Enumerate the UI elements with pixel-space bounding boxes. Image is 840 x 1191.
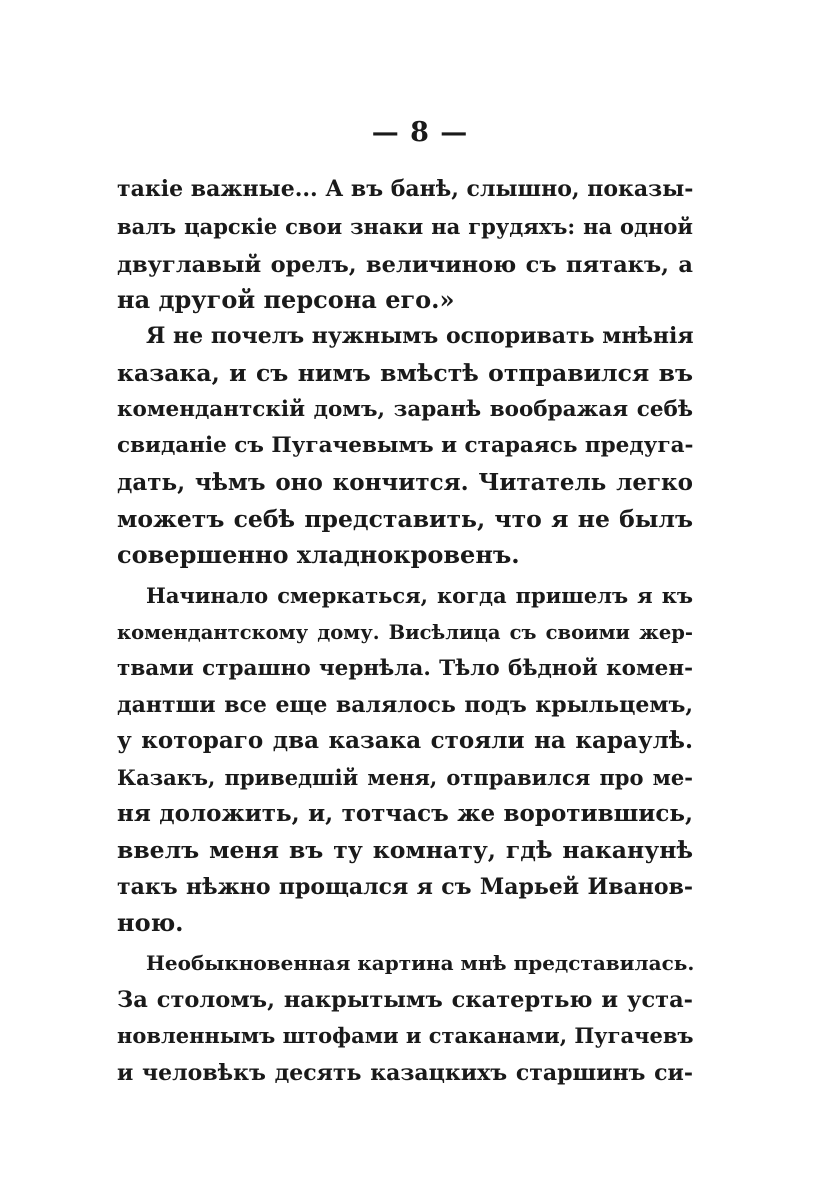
text-line: Начинало смеркаться, когда пришелъ я къ	[146, 583, 693, 608]
text-line: свиданіе съ Пугачевымъ и стараясь предуга-	[117, 433, 694, 458]
text-line: ня доложить, и, тотчасъ же воротившись,	[117, 800, 693, 827]
text-line: валъ царскіе свои знаки на грудяхъ: на одной	[117, 214, 693, 239]
text-line: новленнымъ штофами и стаканами, Пугачевъ	[117, 1023, 694, 1048]
text-line: ввелъ меня въ ту комнату, гдѣ наканунѣ	[117, 836, 693, 864]
text-line: такъ нѣжно прощался я съ Марьей Иванов-	[117, 874, 693, 900]
text-line: совершенно хладнокровенъ.	[117, 540, 520, 569]
text-line: дать, чѣмъ оно кончится. Читатель легко	[117, 469, 693, 496]
text-line: можетъ себѣ представить, что я не былъ	[117, 505, 693, 533]
page-number: — 8 —	[371, 117, 469, 148]
text-line: у котораго два казака стояли на караулѣ.	[117, 727, 693, 754]
text-line: такіе важные... А въ банѣ, слышно, показы-	[117, 176, 694, 202]
text-line: дантши все еще валялось подъ крыльцемъ,	[117, 692, 693, 718]
text-line: твами страшно чернѣла. Тѣло бѣдной комен-	[117, 656, 693, 681]
text-line: и человѣкъ десять казацкихъ старшинъ си-	[117, 1060, 693, 1086]
text-line: казака, и съ нимъ вмѣстѣ отправился въ	[117, 359, 693, 387]
text-line: Казакъ, приведшій меня, отправился про ме-	[117, 765, 693, 790]
text-line: Я не почелъ нужнымъ оспоривать мнѣнія	[146, 323, 694, 349]
text-line: комендантскому дому. Висѣлица съ своими жер-	[117, 621, 693, 644]
text-line: За столомъ, накрытымъ скатертью и уста-	[117, 987, 693, 1013]
text-line: комендантскій домъ, заранѣ воображая себѣ	[117, 397, 693, 422]
text-line: двуглавый орелъ, величиною съ пятакъ, а	[117, 252, 693, 278]
text-line: Необыкновенная картина мнѣ представилась.	[146, 951, 695, 975]
text-line: на другой персона его.»	[117, 285, 455, 314]
text-line: ною.	[117, 908, 184, 937]
